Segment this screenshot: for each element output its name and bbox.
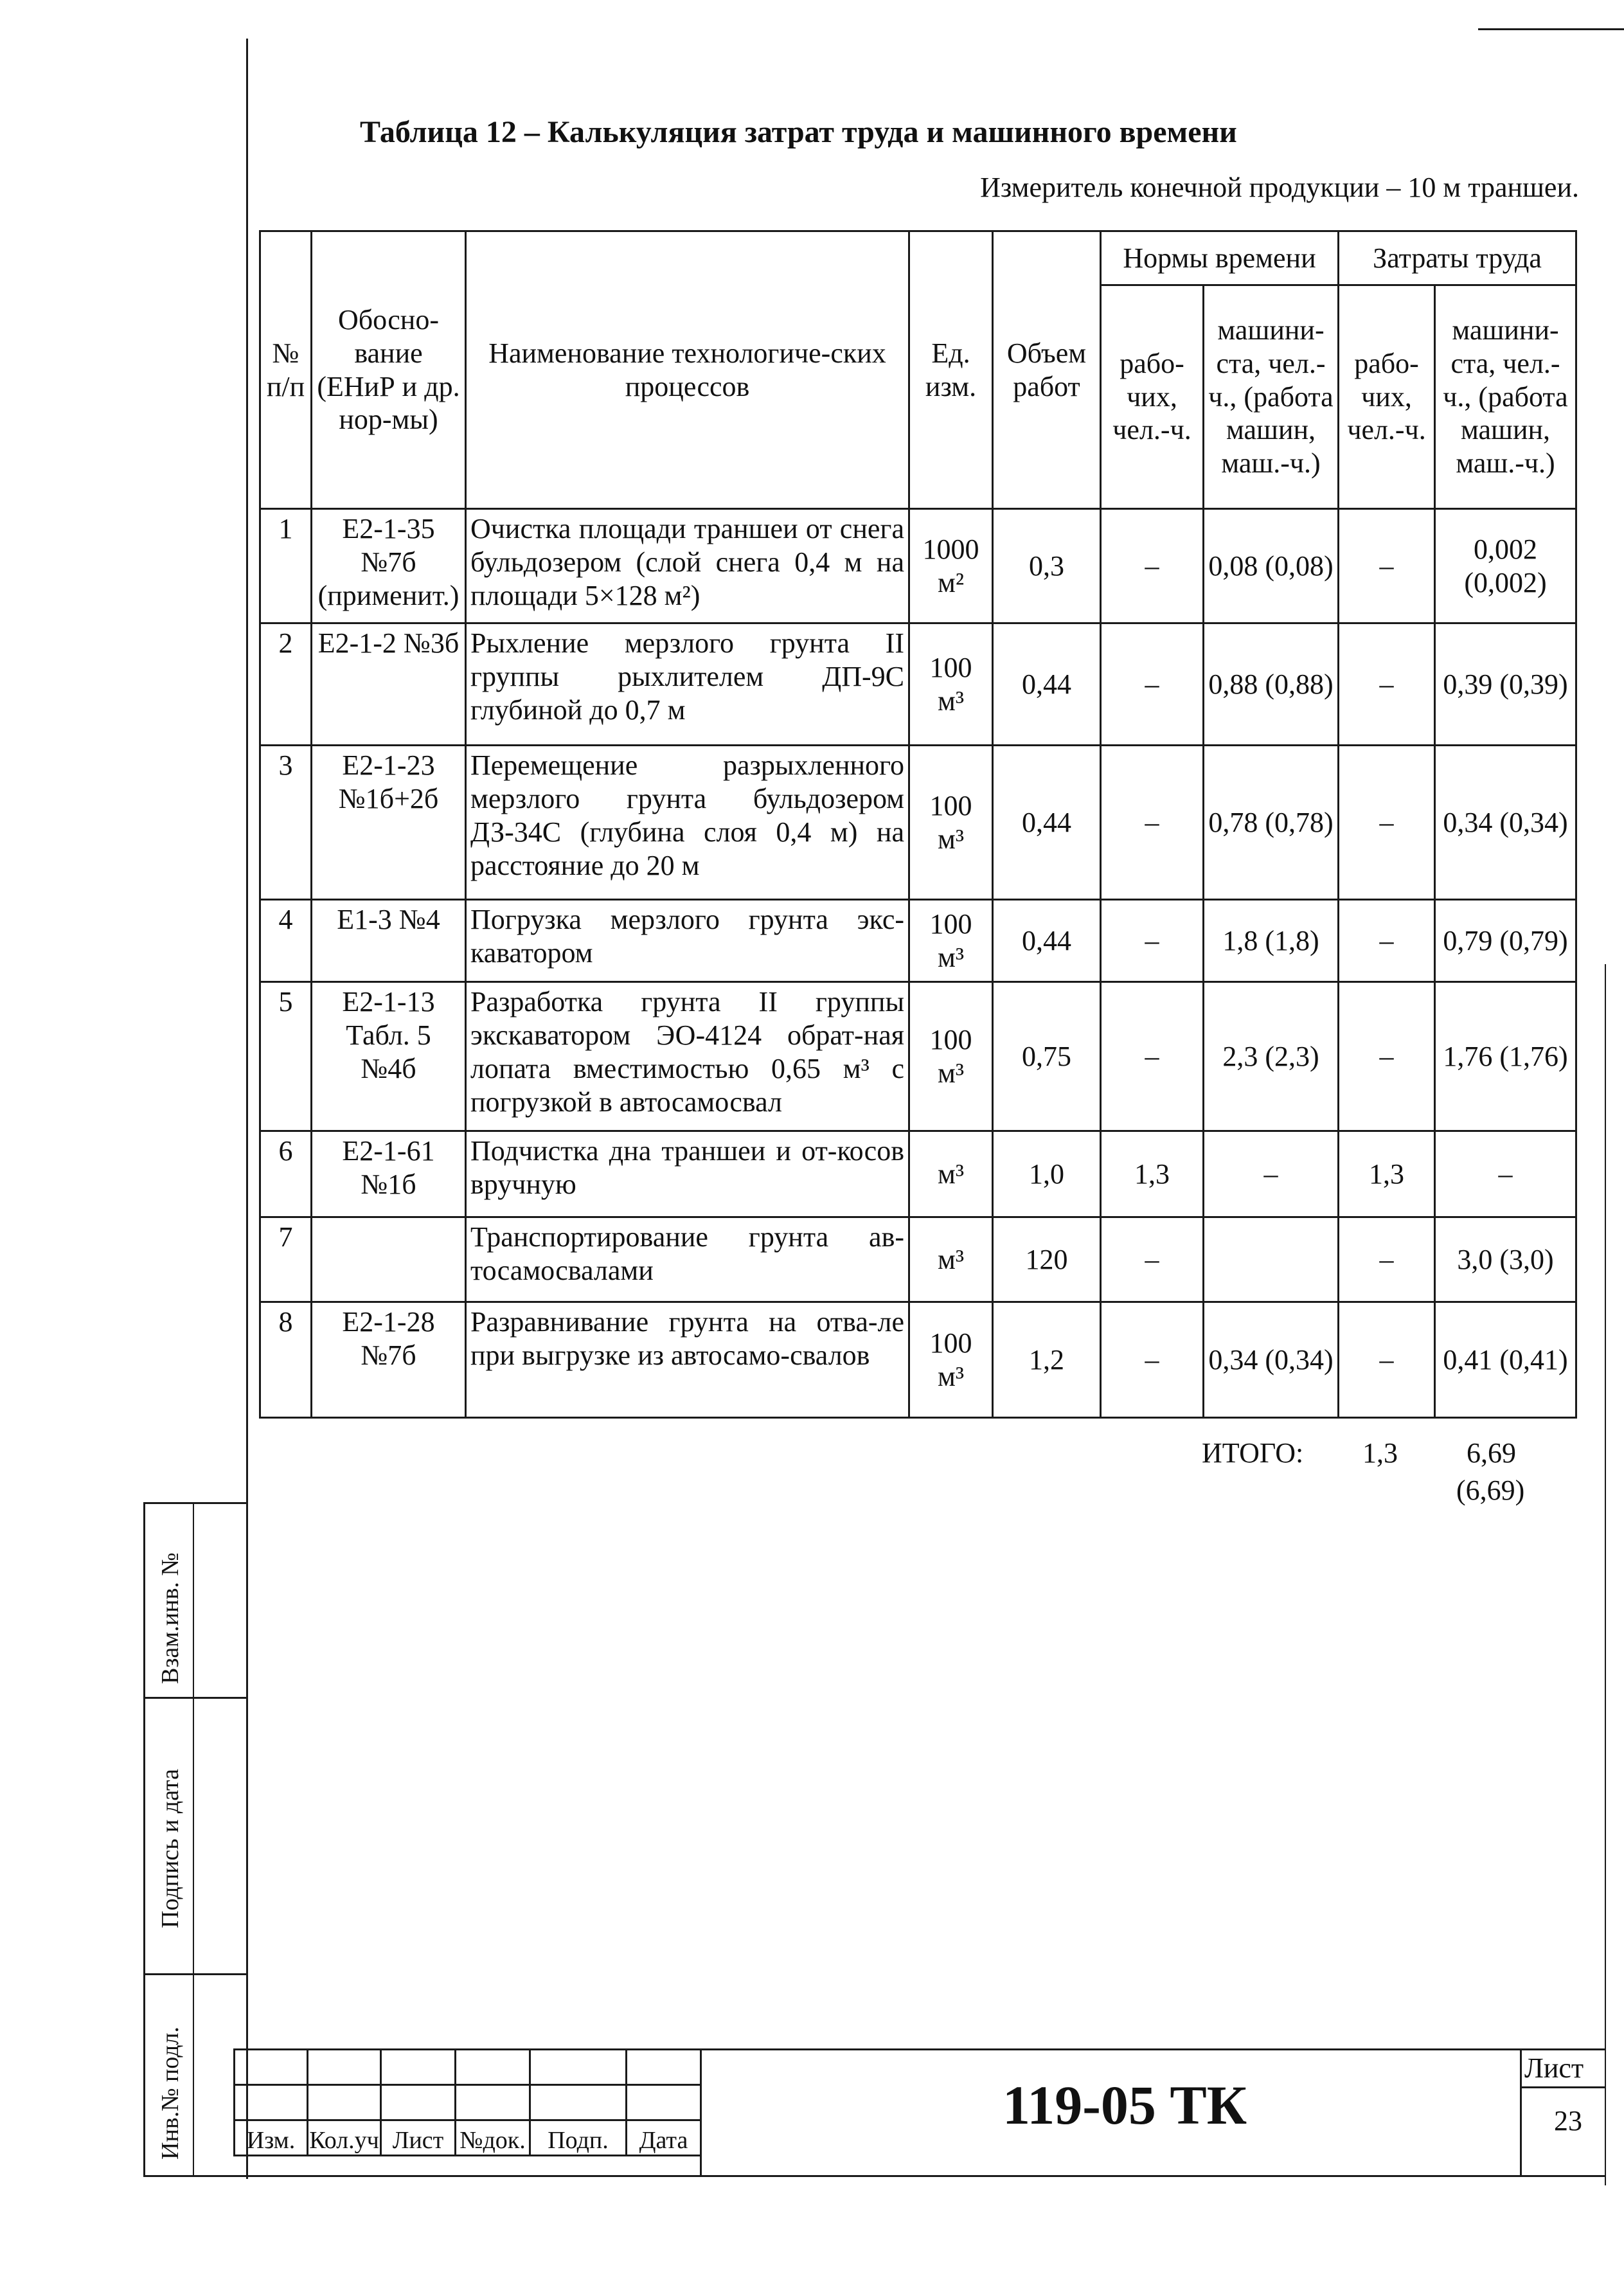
row-process: Подчистка дна траншеи и от-косов вручную: [466, 1131, 909, 1217]
row-process: Перемещение разрыхленного мерзлого грунта бульдозером ДЗ-34С (глубина слоя 0,4 м) на расстояние до 20 м: [466, 746, 909, 900]
row-volume: 0,44: [993, 900, 1101, 982]
row-volume: 0,75: [993, 982, 1101, 1131]
side-border-left: [143, 1502, 145, 2177]
row-norm-machinists: 1,8 (1,8): [1204, 900, 1339, 982]
side-border-mid: [193, 1502, 194, 2177]
row-volume: 120: [993, 1217, 1101, 1302]
row-num: 8: [260, 1302, 312, 1418]
table-row: [260, 1302, 1576, 1418]
side-label-inv: Инв.№ подл.: [157, 2026, 184, 2160]
stamp-label: Дата: [627, 2120, 701, 2156]
row-norm-workers: –: [1101, 509, 1204, 623]
row-process: Погрузка мерзлого грунта экс-каватором: [466, 900, 909, 982]
row-cost-machinists: 0,41 (0,41): [1435, 1302, 1576, 1418]
row-cost-workers: –: [1339, 623, 1435, 746]
row-basis: Е1-3 №4: [312, 900, 466, 982]
table-row: [260, 900, 1576, 982]
totals-machinists: 6,69: [1467, 1437, 1516, 1469]
row-unit: м³: [909, 1131, 993, 1217]
totals-workers: 1,3: [1362, 1437, 1398, 1469]
document-number: 119-05 ТК: [1003, 2074, 1247, 2136]
row-norm-workers: –: [1101, 746, 1204, 900]
row-cost-machinists: 3,0 (3,0): [1435, 1217, 1576, 1302]
header-process: Наименование технологиче-ских процессов: [466, 231, 909, 509]
stamp-label: Кол.уч: [308, 2120, 381, 2156]
row-unit: 100 м³: [909, 900, 993, 982]
row-cost-workers: –: [1339, 746, 1435, 900]
frame-bottom: [143, 2175, 1606, 2177]
table-title: Таблица 12 – Калькуляция затрат труда и машинного времени: [360, 115, 1237, 149]
row-unit: 100 м³: [909, 1302, 993, 1418]
table-row: [260, 623, 1576, 746]
row-num: 3: [260, 746, 312, 900]
row-cost-machinists: 0,34 (0,34): [1435, 746, 1576, 900]
stamp-label: №док.: [456, 2120, 530, 2156]
row-norm-workers: –: [1101, 982, 1204, 1131]
header-volume: Объем работ: [993, 231, 1101, 509]
row-cost-workers: –: [1339, 1217, 1435, 1302]
row-basis: [312, 1217, 466, 1302]
row-norm-workers: –: [1101, 623, 1204, 746]
row-num: 5: [260, 982, 312, 1131]
header-basis: Обосно-вание (ЕНиР и др. нор-мы): [312, 231, 466, 509]
row-basis: Е2-1-23 №1б+2б: [312, 746, 466, 900]
side-label-podpis: Подпись и дата: [157, 1768, 184, 1928]
header-unit: Ед. изм.: [909, 231, 993, 509]
header-num: № п/п: [260, 231, 312, 509]
header-norm-machinists: машини-ста, чел.-ч., (работа машин, маш.-ч.): [1204, 285, 1339, 509]
row-process: Разработка грунта II группы экскаватором ЭО-4124 обрат-ная лопата вместимостью 0,65 м³ с погрузкой в автосамосвал: [466, 982, 909, 1131]
sheet-number: 23: [1554, 2105, 1582, 2137]
header-costs: Затраты труда: [1339, 231, 1576, 285]
row-num: 1: [260, 509, 312, 623]
row-num: 7: [260, 1217, 312, 1302]
row-norm-machinists: –: [1204, 1131, 1339, 1217]
row-basis: Е2-1-61 №1б: [312, 1131, 466, 1217]
stamp-sheet-divider: [1520, 2086, 1606, 2088]
row-num: 6: [260, 1131, 312, 1217]
table-row: [260, 509, 1576, 623]
row-cost-machinists: 1,76 (1,76): [1435, 982, 1576, 1131]
row-process: Рыхление мерзлого грунта II группы рыхлителем ДП-9С глубиной до 0,7 м: [466, 623, 909, 746]
sheet-label: Лист: [1524, 2052, 1584, 2084]
table-row: [260, 1131, 1576, 1217]
labor-cost-table: [259, 230, 1577, 1419]
row-norm-machinists: 0,88 (0,88): [1204, 623, 1339, 746]
row-process: Очистка площади траншеи от снега бульдозером (слой снега 0,4 м на площади 5×128 м²): [466, 509, 909, 623]
row-cost-workers: 1,3: [1339, 1131, 1435, 1217]
stamp-label: Подп.: [530, 2120, 627, 2156]
row-volume: 1,0: [993, 1131, 1101, 1217]
side-divider-1: [143, 1697, 247, 1699]
row-unit: 1000 м²: [909, 509, 993, 623]
table-row: [260, 1217, 1576, 1302]
row-cost-machinists: –: [1435, 1131, 1576, 1217]
side-border-top: [143, 1502, 247, 1504]
row-num: 2: [260, 623, 312, 746]
totals-machines: (6,69): [1456, 1474, 1525, 1506]
row-unit: м³: [909, 1217, 993, 1302]
stamp-main-left: [700, 2048, 702, 2176]
row-cost-workers: –: [1339, 900, 1435, 982]
stamp-sheet-left: [1520, 2048, 1522, 2176]
row-cost-machinists: 0,39 (0,39): [1435, 623, 1576, 746]
table-row: [260, 746, 1576, 900]
title-block: [233, 2048, 702, 2156]
row-volume: 1,2: [993, 1302, 1101, 1418]
header-norm-workers: рабо-чих, чел.-ч.: [1101, 285, 1204, 509]
row-cost-machinists: 0,002 (0,002): [1435, 509, 1576, 623]
stamp-top-line: [700, 2048, 1606, 2050]
header-cost-workers: рабо-чих, чел.-ч.: [1339, 285, 1435, 509]
row-process: Транспортирование грунта ав-тосамосвалами: [466, 1217, 909, 1302]
row-basis: Е2-1-13 Табл. 5 №4б: [312, 982, 466, 1131]
row-norm-machinists: 0,08 (0,08): [1204, 509, 1339, 623]
side-label-vzam: Взам.инв. №: [157, 1552, 184, 1684]
row-cost-machinists: 0,79 (0,79): [1435, 900, 1576, 982]
frame-left: [246, 39, 248, 2179]
row-norm-machinists: 2,3 (2,3): [1204, 982, 1339, 1131]
stamp-label: Лист: [381, 2120, 456, 2156]
row-norm-machinists: 0,78 (0,78): [1204, 746, 1339, 900]
table-row: [260, 982, 1576, 1131]
row-unit: 100 м³: [909, 623, 993, 746]
row-cost-workers: –: [1339, 982, 1435, 1131]
row-basis: Е2-1-2 №3б: [312, 623, 466, 746]
row-process: Разравнивание грунта на отва-ле при выгрузке из автосамо-свалов: [466, 1302, 909, 1418]
row-norm-workers: –: [1101, 1217, 1204, 1302]
row-volume: 0,3: [993, 509, 1101, 623]
header-norms: Нормы времени: [1101, 231, 1339, 285]
row-norm-workers: –: [1101, 900, 1204, 982]
row-basis: Е2-1-35 №7б (применит.): [312, 509, 466, 623]
row-cost-workers: –: [1339, 1302, 1435, 1418]
row-norm-machinists: [1204, 1217, 1339, 1302]
frame-right: [1605, 964, 1606, 2185]
row-unit: 100 м³: [909, 982, 993, 1131]
row-norm-workers: –: [1101, 1302, 1204, 1418]
row-volume: 0,44: [993, 623, 1101, 746]
row-unit: 100 м³: [909, 746, 993, 900]
totals-label: ИТОГО:: [1202, 1437, 1304, 1469]
header-cost-machinists: машини-ста, чел.-ч., (работа машин, маш.-ч.): [1435, 285, 1576, 509]
frame-top: [1478, 28, 1624, 30]
measure-unit: Измеритель конечной продукции – 10 м траншеи.: [980, 172, 1579, 203]
row-norm-machinists: 0,34 (0,34): [1204, 1302, 1339, 1418]
row-volume: 0,44: [993, 746, 1101, 900]
row-norm-workers: 1,3: [1101, 1131, 1204, 1217]
row-cost-workers: –: [1339, 509, 1435, 623]
row-num: 4: [260, 900, 312, 982]
side-divider-2: [143, 1973, 247, 1975]
stamp-label: Изм.: [235, 2120, 308, 2156]
row-basis: Е2-1-28 №7б: [312, 1302, 466, 1418]
